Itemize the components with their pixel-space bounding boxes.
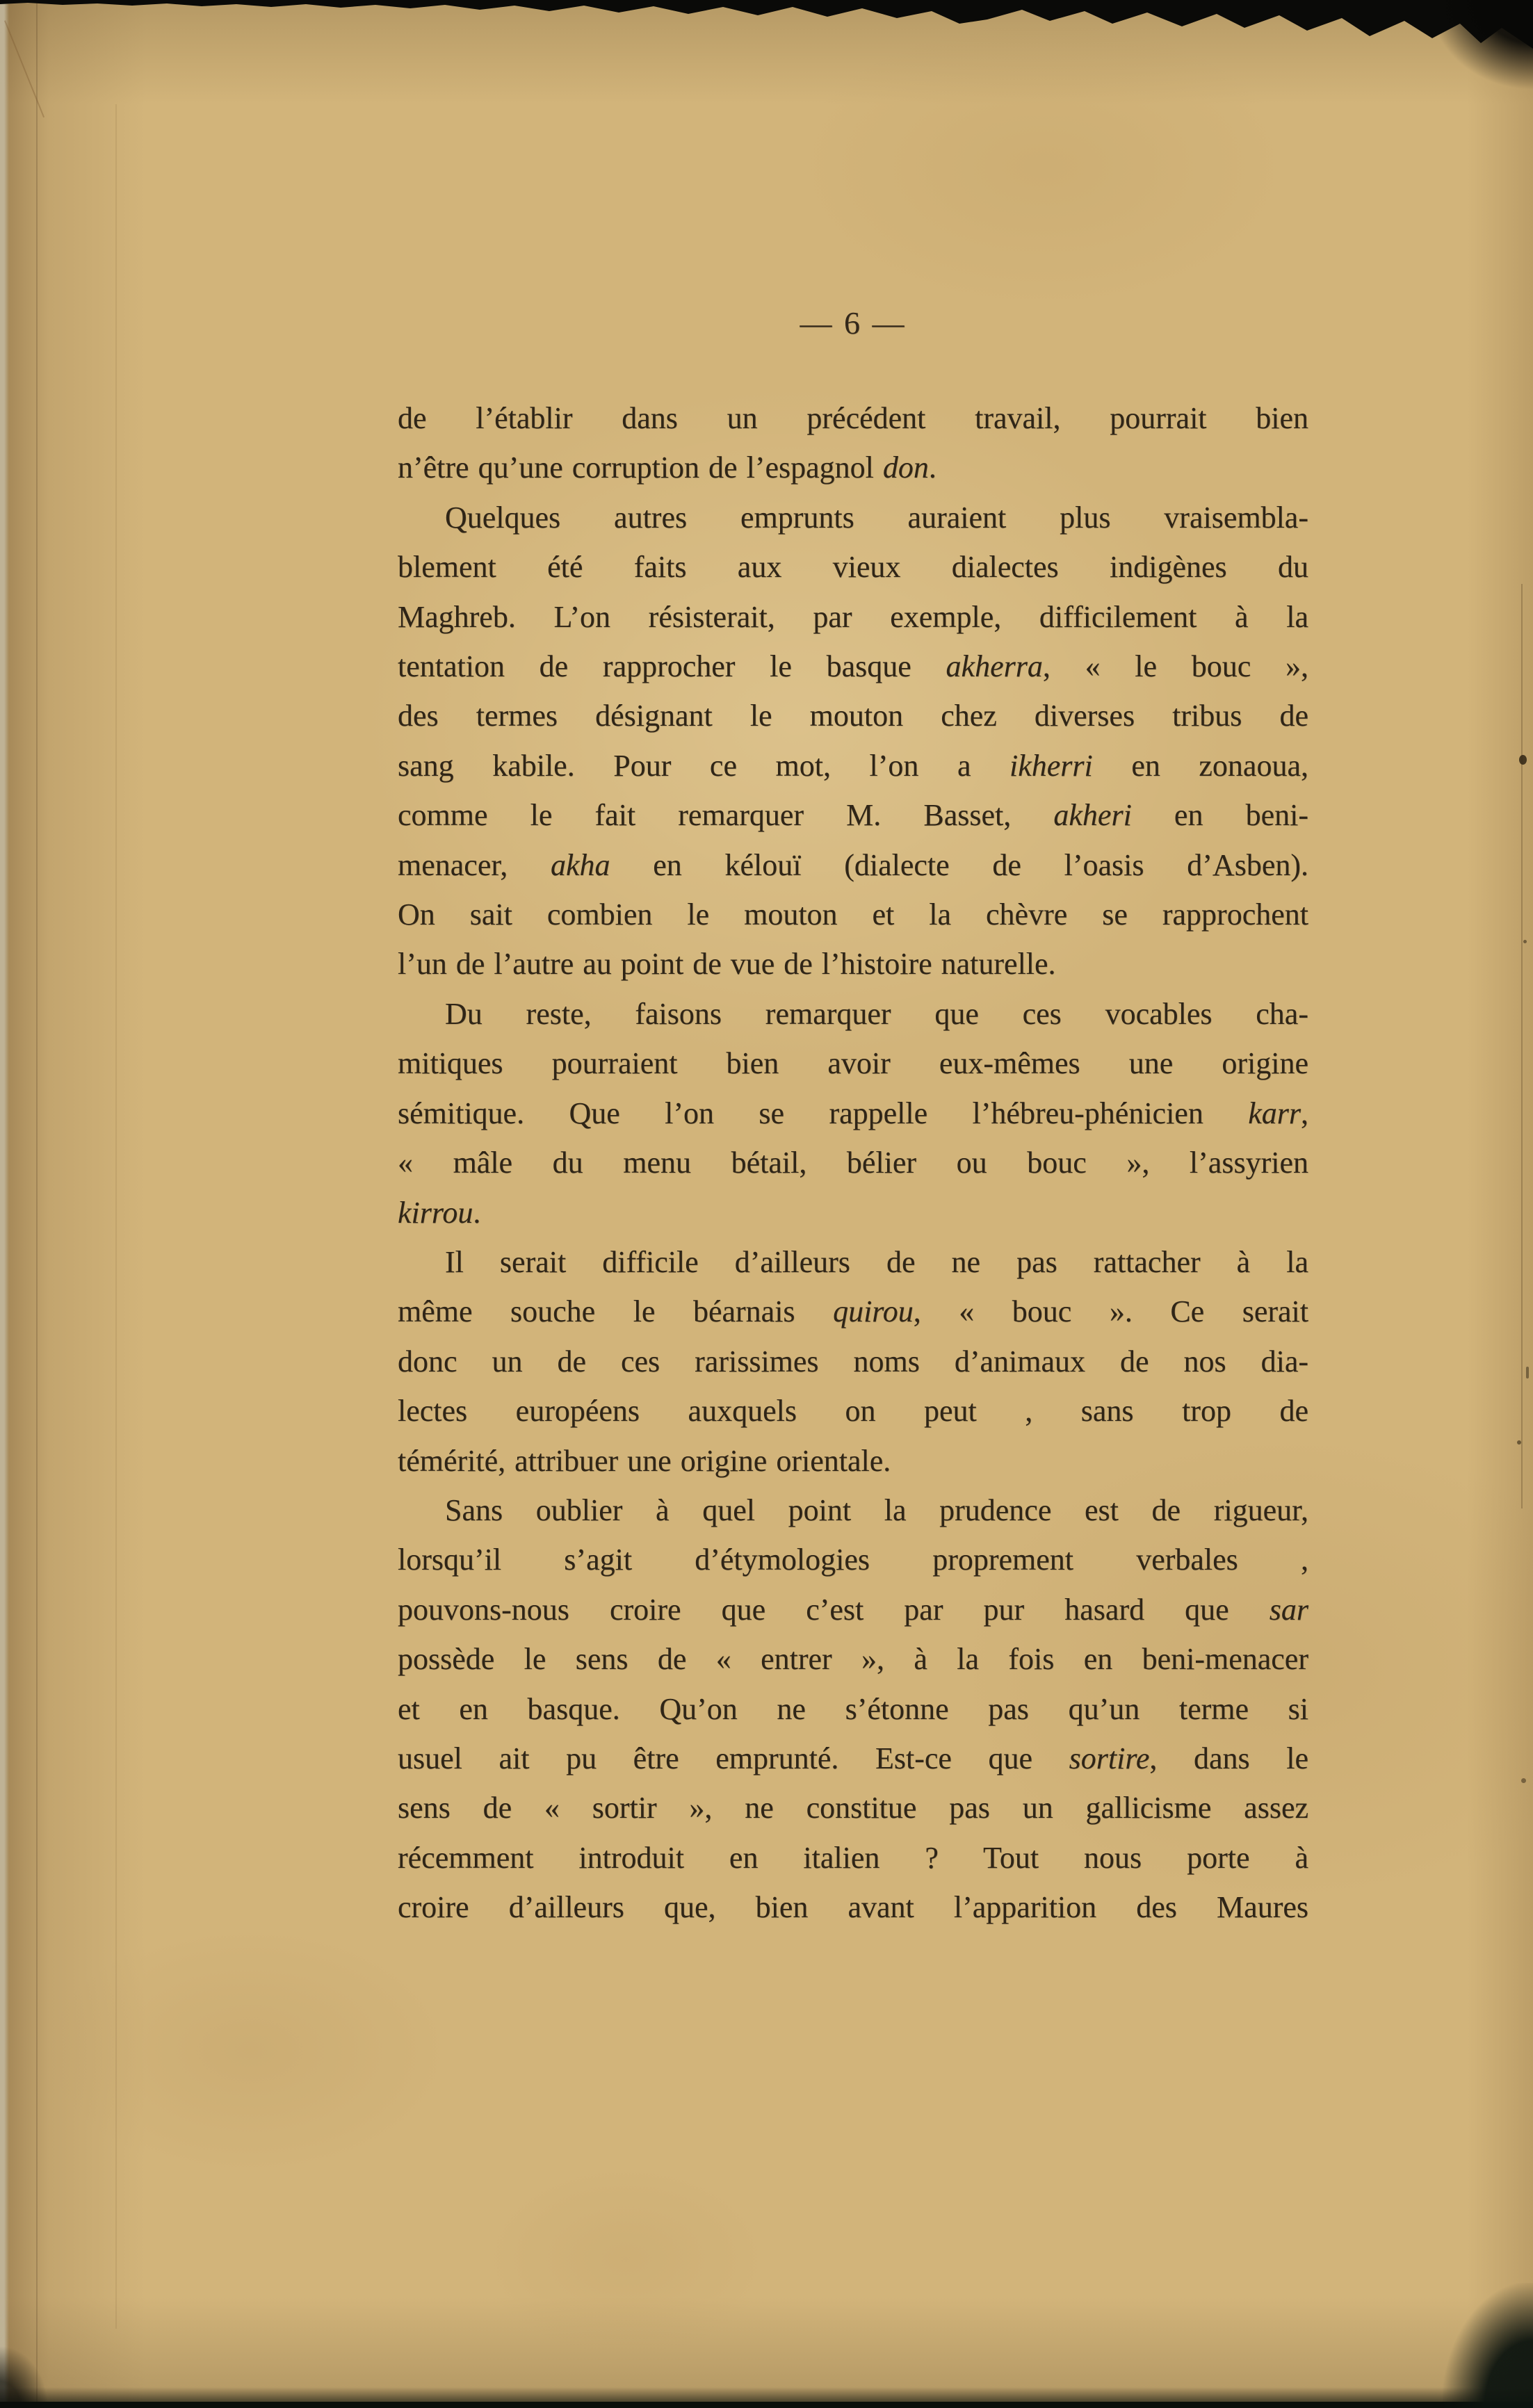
text-line [398,1833,1308,1882]
text-run: en beni- [1131,798,1308,833]
text-run: possède le sens de « entrer », à la fois en beni-menacer [398,1642,1308,1677]
fold-line-right [1521,584,1523,1508]
scan-corner-top-right [1429,0,1533,90]
text-run: , « le bouc », [1042,649,1308,684]
text-line [398,642,1308,691]
text-run: comme le fait remarquer M. Basset, [398,798,1054,833]
text-run: , « bouc ». Ce serait [913,1294,1308,1329]
text-run: blement été faits aux vieux dialectes indigènes du [398,550,1308,585]
text-line [398,790,1308,840]
text-run: . [473,1195,481,1230]
ink-speck [1526,1367,1529,1378]
ink-speck [1517,1440,1521,1445]
text-line [398,1684,1308,1734]
text-line [398,1783,1308,1832]
text-line [398,1188,1308,1237]
italic-term: sortire [1069,1741,1150,1775]
text-line [398,393,1308,443]
text-line [398,1287,1308,1336]
text-run: usuel ait pu être emprunté. Est-ce que [398,1741,1069,1775]
text-run: Maghreb. L’on résisterait, par exemple, difficilement à la [398,599,1308,634]
text-run: récemment introduit en italien ? Tout nous porte à [398,1840,1308,1875]
ink-speck [1523,940,1527,943]
text-line [398,1486,1308,1535]
text-line [398,1039,1308,1088]
text-run: Il serait difficile d’ailleurs de ne pas rattacher à la [445,1244,1308,1279]
text-line [398,1634,1308,1684]
text-line [398,1089,1308,1138]
italic-term: sar [1269,1592,1308,1627]
text-run: des termes désignant le mouton chez diverses tribus de [398,699,1308,733]
scan-edge-bottom [0,2402,1533,2408]
text-line [398,1237,1308,1287]
text-line [398,1535,1308,1584]
text-line [398,939,1308,989]
text-run: même souche le béarnais [398,1294,834,1329]
text-line [398,592,1308,642]
binding-crease-left [36,0,38,2408]
page-number: — 6 — [800,305,907,341]
text-line [398,989,1308,1039]
text-run: témérité, attribuer une origine orientale. [398,1443,891,1478]
scan-corner-bottom-right [1443,2283,1533,2408]
text-run: donc un de ces rarissimes noms d’animaux de nos dia- [398,1344,1308,1378]
text-run: menacer, [398,847,551,882]
ink-speck [1519,755,1527,765]
text-run: , [1301,1096,1308,1130]
text-line [398,542,1308,592]
text-line [398,691,1308,740]
text-line [398,1138,1308,1187]
text-run: Sans oublier à quel point la prudence est de rigueur, [445,1492,1308,1527]
ink-speck [1521,1778,1526,1783]
italic-term: akheri [1053,798,1132,833]
italic-term: akherra [946,649,1043,684]
corner-crease [4,20,44,117]
text-line [398,1585,1308,1634]
italic-term: don [882,450,929,485]
text-run: Du reste, faisons remarquer que ces vocables cha- [445,996,1308,1031]
text-run: Quelques autres emprunts auraient plus vraisembla- [445,500,1308,535]
text-line [398,1436,1308,1486]
italic-term: kirrou [398,1195,473,1230]
text-line [398,890,1308,939]
text-run: tentation de rapprocher le basque [398,649,946,684]
text-run: . [928,450,936,485]
text-line [398,1734,1308,1783]
text-run: croire d’ailleurs que, bien avant l’apparition des Maures [398,1890,1308,1925]
text-run: « mâle du menu bétail, bélier ou bouc », l’assyrien [398,1146,1308,1180]
text-run: sémitique. Que l’on se rappelle l’hébreu-phénicien [398,1096,1249,1130]
text-line [398,1882,1308,1932]
text-run: On sait combien le mouton et la chèvre se rapprochent [398,897,1308,932]
italic-term: karr [1248,1096,1301,1130]
text-run: pouvons-nous croire que c’est par pur hasard que [398,1592,1270,1627]
scan-corner-bottom-left [0,2345,49,2408]
text-block [398,393,1308,1933]
text-run: mitiques pourraient bien avoir eux-mêmes une origine [398,1046,1308,1081]
italic-term: quirou [833,1294,914,1329]
text-run: en zonaoua, [1092,748,1308,783]
text-run: l’un de l’autre au point de vue de l’histoire naturelle. [398,947,1056,982]
text-run: de l’établir dans un précédent travail, pourrait bien [398,401,1308,435]
text-run: lectes européens auxquels on peut , sans trop de [398,1394,1308,1429]
text-line [398,1386,1308,1435]
italic-term: akha [550,847,610,882]
text-run: n’être qu’une corruption de l’espagnol [398,450,883,485]
italic-term: ikherri [1009,748,1093,783]
text-line [398,741,1308,790]
text-line [398,443,1308,492]
text-run: et en basque. Qu’on ne s’étonne pas qu’un terme si [398,1691,1308,1726]
text-line [398,840,1308,890]
text-line [398,493,1308,542]
fold-line-left [115,104,117,2329]
text-run: lorsqu’il s’agit d’étymologies proprement verbales , [398,1543,1308,1577]
text-run: sens de « sortir », ne constitue pas un gallicisme assez [398,1791,1308,1825]
text-run: sang kabile. Pour ce mot, l’on a [398,748,1010,783]
text-line [398,1337,1308,1386]
text-run: en kélouï (dialecte de l’oasis d’Asben). [610,847,1308,882]
text-run: , dans le [1149,1741,1309,1775]
